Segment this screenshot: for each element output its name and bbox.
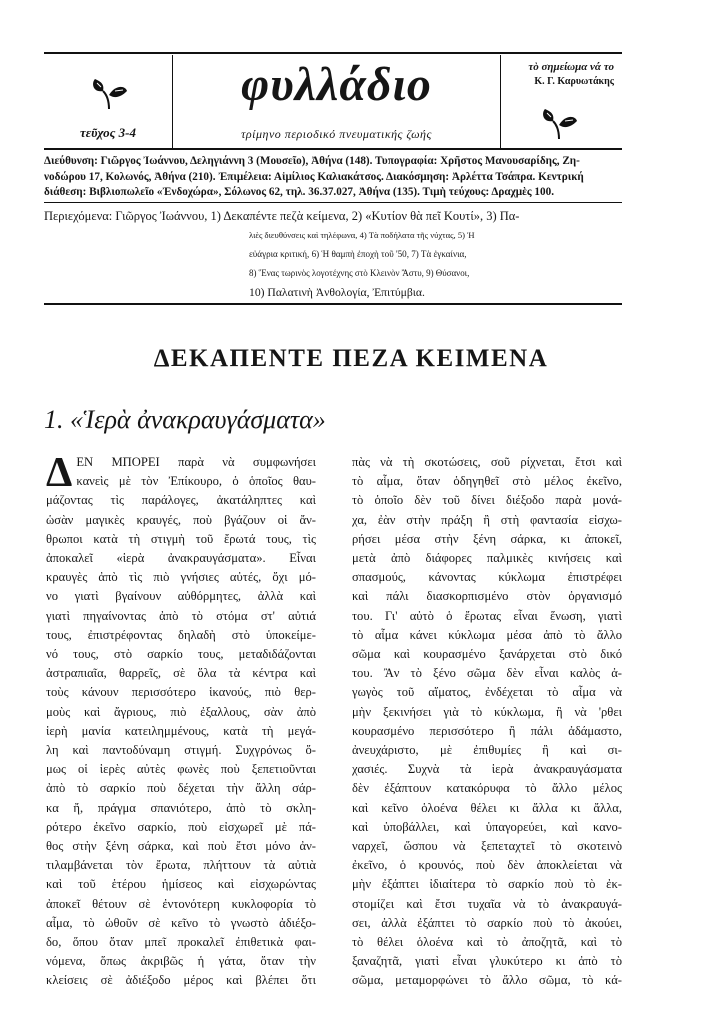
text-line: σῶμα, μεταμορφώνει τὸ ἄλλο σῶμα, τὸ κά- [352,973,622,988]
text-line: μάζοντας τὶς παράλογες, ἀκατάληπτες καὶ [46,493,316,508]
text-line: ἀποκεῖ θέτουν σὲ ἐντονότερη κυκλοφορία τὸ [46,896,316,911]
text-line: τὸ αἷμα, ὅταν ὁδηγηθεῖ στὸ μέλος ἐκεῖνο, [352,474,622,489]
text-line: σπασμούς, κάνοντας κύκλωμα ἐπιστρέφει [352,570,622,585]
text-line: ὡσὰν μαγικὲς κραυγές, ποὺ βγάζουν οἱ ἄν- [46,512,316,527]
leaf-ornament-icon [89,75,129,111]
text-line: δο, ὅπου ὅταν μπεῖ προκαλεῖ ἐπιθετικὰ φαι- [46,935,316,950]
contents-line: 8) Ἕνας τωρινὸς λογοτέχνης στὸ Κλεινὸν Ἄστυ, 9) Θύσανοι, [249,268,470,278]
text-line: δὲν ἐξάπτουν κατακόρυφα τὸ ἄλλο μέλος [352,781,622,796]
text-line: στομίζει καὶ ἔτσι τυχαῖα νὰ τὸ ἀνακραυγά- [352,896,622,911]
text-line: λη καὶ παντοδύναμη στιγμή. Συχγρόνως ὅ- [46,743,316,758]
text-line: τους, ἐπιστρέφοντας δηλαδὴ στὸ ὑποκείμε- [46,627,316,642]
text-line: γιατὶ πηγαίνοντας ἀπὸ τὸ στόμα στ' αὐτιά [46,608,316,623]
text-line: ρήσει μέσα στὴν ξένη σάρκα, κι ἀποκεῖ, [352,531,622,546]
article-column-left [46,450,316,991]
masthead-bottom-rule [44,148,622,150]
text-line: μως οἱ ἱερὲς αὐτὲς φωνὲς ποὺ ξεπετιοῦνται [46,762,316,777]
text-line: τὸ ὁποῖο δὲν τοῦ δίνει διέξοδο παρὰ μονά- [352,493,622,508]
text-line: ξαναζητᾶ, γιατὶ εἶναι γλυκύτερο κι ἀπὸ τὸ [352,954,622,969]
magazine-title: φυλλάδιο [241,58,432,111]
text-line: θρωποι κατὰ τὴ στιγμὴ τοῦ ἔρωτά τους, τὶς [46,531,316,546]
text-line: μὴν ξεκινήσει γιὰ τὸ κύκλωμα, ἢ νὰ 'ρθει [352,704,622,719]
text-line: καὶ κεῖνο ὁλοένα θέλει κι ἄλλα κι ἄλλα, [352,800,622,815]
section-heading: 1. «Ἱερὰ ἀνακραυγάσματα» [44,405,326,434]
text-line: καὶ τοῦ ἑτέρου ἡμίσεος καὶ εἰσχωρώντας [46,877,316,892]
text-line: ἀπὸ τὸ σαρκίο ποὺ δέχεται τὴν ἄλλη σάρ- [46,781,316,796]
text-line: καὶ πάλι διασκορπισμένο στὸν ὀργανισμό [352,589,622,604]
text-line: τοὺς κάνουν περισσότερο ἱκανούς, πιὸ θερ- [46,685,316,700]
text-line: γωγὸς τοῦ αἵματος, ἐνδέχεται τὸ αἷμα νὰ [352,685,622,700]
text-line: μετὰ ἀπὸ διάφορες παλμικὲς κινήσεις καὶ [352,551,622,566]
text-line: νο γιατὶ βγαίνουν αὐθόρμητες, ἀλλὰ καὶ [46,589,316,604]
masthead-title-panel [173,55,500,148]
text-line: κουρασμένο περισσότερο ἢ πάλι ἀδάμαστο, [352,723,622,738]
contents-line: Περιεχόμενα: Γιῶργος Ἰωάννου, 1) Δεκαπέντε πεζὰ κείμενα, 2) «Κυτίον θὰ πεῖ Κουτί», 3) Πα- [44,209,520,223]
info-line: νοδώρου 17, Κολωνός, Ἀθήνα (210). Ἐπιμέλεια: Αἰμίλιος Καλιακάτσος. Διακόσμηση: Ἀρλέττα Τσάπρα. Κεντρική [44,170,584,183]
drop-cap: Δ [46,450,73,496]
text-line: κραυγὲς ἀπὸ τὶς πιὸ γνήσιες αὐτές, ὄχι μό- [46,570,316,585]
memo-line: τὸ σημείωμα νά το [528,61,614,73]
text-line: χα, ἐὰν στὴν πράξη ἢ στὴ φαντασία εἰσχω- [352,512,622,527]
text-line: ἱερὴ μανία κατειλημμένους, κατὰ τὴ μεγά- [46,723,316,738]
text-line: ΕΝ ΜΠΟΡΕΙ παρὰ νὰ συμφωνήσει [76,455,316,469]
contents-line: εὐάγρια κριτική, 6) Ἡ θαμπὴ ἐποχὴ τοῦ '50, 7) Τὰ ἐγκαίνια, [249,249,467,259]
text-line: πὰς νὰ τὴ σκοτώσεις, σοῦ ρίχνεται, ἔτσι καὶ [352,455,622,469]
text-line: τὸ θέλει ὁλοένα καὶ τὸ ἀποζητᾶ, καὶ τὸ [352,935,622,950]
info-line: διάθεση: Βιβλιοπωλεῖο «Ἐνδοχώρα», Σόλωνος 62, τηλ. 36.37.027, Ἀθήνα (135). Τιμὴ τεύχους: Δραχμὲς 100. [44,186,554,198]
magazine-subtitle: τρίμηνο περιοδικό πνευματικής ζωής [241,127,432,141]
text-line: καὶ ὑποβάλλει, καὶ ὑπαγορεύει, καὶ κανο- [352,819,622,834]
text-line: κα ἤ, πράγμα σπανιότερο, ἀπὸ τὸ σκλη- [46,800,316,815]
text-line: ναρχεῖ, ὥσπου νὰ ξεπεταχτεῖ τὸ σκοτεινὸ [352,839,622,854]
text-line: χασιές. Συχνὰ τὰ ἱερὰ ἀνακραυγάσματα [352,762,622,777]
text-line: κανεὶς μὲ τὸν Ἐπίκουρο, ὁ ὁποῖος θαυ- [76,474,316,489]
article-title: ΔΕΚΑΠΕΝΤΕ ΠΕΖΑ ΚΕΙΜΕΝΑ [153,345,549,372]
text-line: θος στὴν ξένη σάρκα, καὶ ποὺ ἔτσι μόνο ἀν- [46,839,316,854]
table-of-contents [44,207,622,302]
contents-line: 10) Παλατινὴ Ἀνθολογία, Ἐπιτύμβια. [249,286,425,299]
text-line: σῶμα καὶ κουρασμένο ξανάρχεται στὸ δικό [352,647,622,662]
text-line: νό τους, στὸ σαρκίο τους, μεταδιδάζονται [46,647,316,662]
masthead-right-panel [501,55,622,148]
text-line: τὸ αἷμα κάνει κύκλωμα μέσα ἀπὸ τὸ ἄλλο [352,627,622,642]
info-line: Διεύθυνση: Γιῶργος Ἰωάννου, Δεληγιάννη 3 (Μουσεῖο), Ἀθήνα (148). Τυπογραφία: Χρῆστος Μανουσαρίδης, Ζη- [44,155,580,167]
text-line: μὴν ἐξάπτει ἰδιαίτερα τὸ σαρκίο ποὺ τὸ ἐκ- [352,877,622,892]
text-line: αἷμα, τὸ ὠθοῦν σὲ κεῖνο τὸ γνωστὸ ἀδιέξο- [46,915,316,930]
text-line: ἀστραπιαῖα, θαρρεῖς, σὲ ὅλα τὰ κέντρα καὶ [46,666,316,681]
text-line: κλείσεις σὲ ἀδιέξοδο μέρος καὶ βλέπει ὅτι [46,973,316,988]
text-line: νόμενα, ὅπως ἀκριβῶς ἡ γάτα, ὅταν τὴν [46,954,316,969]
contents-bottom-rule [44,303,622,305]
memo-author: Κ. Γ. Καρυωτάκης [534,76,614,87]
publication-info [44,154,622,201]
leaf-ornament-icon [539,105,579,141]
text-line: ἐκεῖνο, ὁ κρουνός, ποὺ δὲν ἀποκλείεται νὰ [352,858,622,873]
issue-number: τεῦχος 3-4 [80,125,136,140]
text-line: ἀνευχάριστο, μὲ ἐπιθυμίες ἢ καὶ σι- [352,743,622,758]
masthead-top-rule [44,52,622,54]
masthead-left-panel [44,55,172,148]
info-bottom-rule [44,202,622,203]
text-line: ἀποκαλεῖ «ἱερὰ ἀνακραυγάσματα». Εἶναι [46,551,316,566]
text-line: του. Ἂν τὸ ξένο σῶμα δὲν εἶναι καλὸς ἀ- [352,666,622,681]
article-column-right [352,453,622,991]
text-line: του. Γι' αὐτὸ ὁ ἔρωτας εἶναι ἕνωση, γιατὶ [352,608,622,623]
text-line: ρότερο ἐκεῖνο σαρκίο, ποὺ εἰσχωρεῖ μὲ πά- [46,819,316,834]
contents-line: λιὲς διευθύνσεις καὶ τηλέφωνα, 4) Τὰ ποδήλατα τῆς νύχτας, 5) Ἡ [249,230,475,240]
text-line: σει, ἀλλὰ ἐξάπτει τὸ σαρκίο ποὺ τὸ ἀκούει, [352,915,622,930]
text-line: μοὺς καὶ ἄγριους, πιὸ ἐξαλλους, σὰν ἀπὸ [46,704,316,719]
text-line: τιλαμβάνεται τὸν ἔρωτα, πλήττουν τὰ αὐτιὰ [46,858,316,873]
